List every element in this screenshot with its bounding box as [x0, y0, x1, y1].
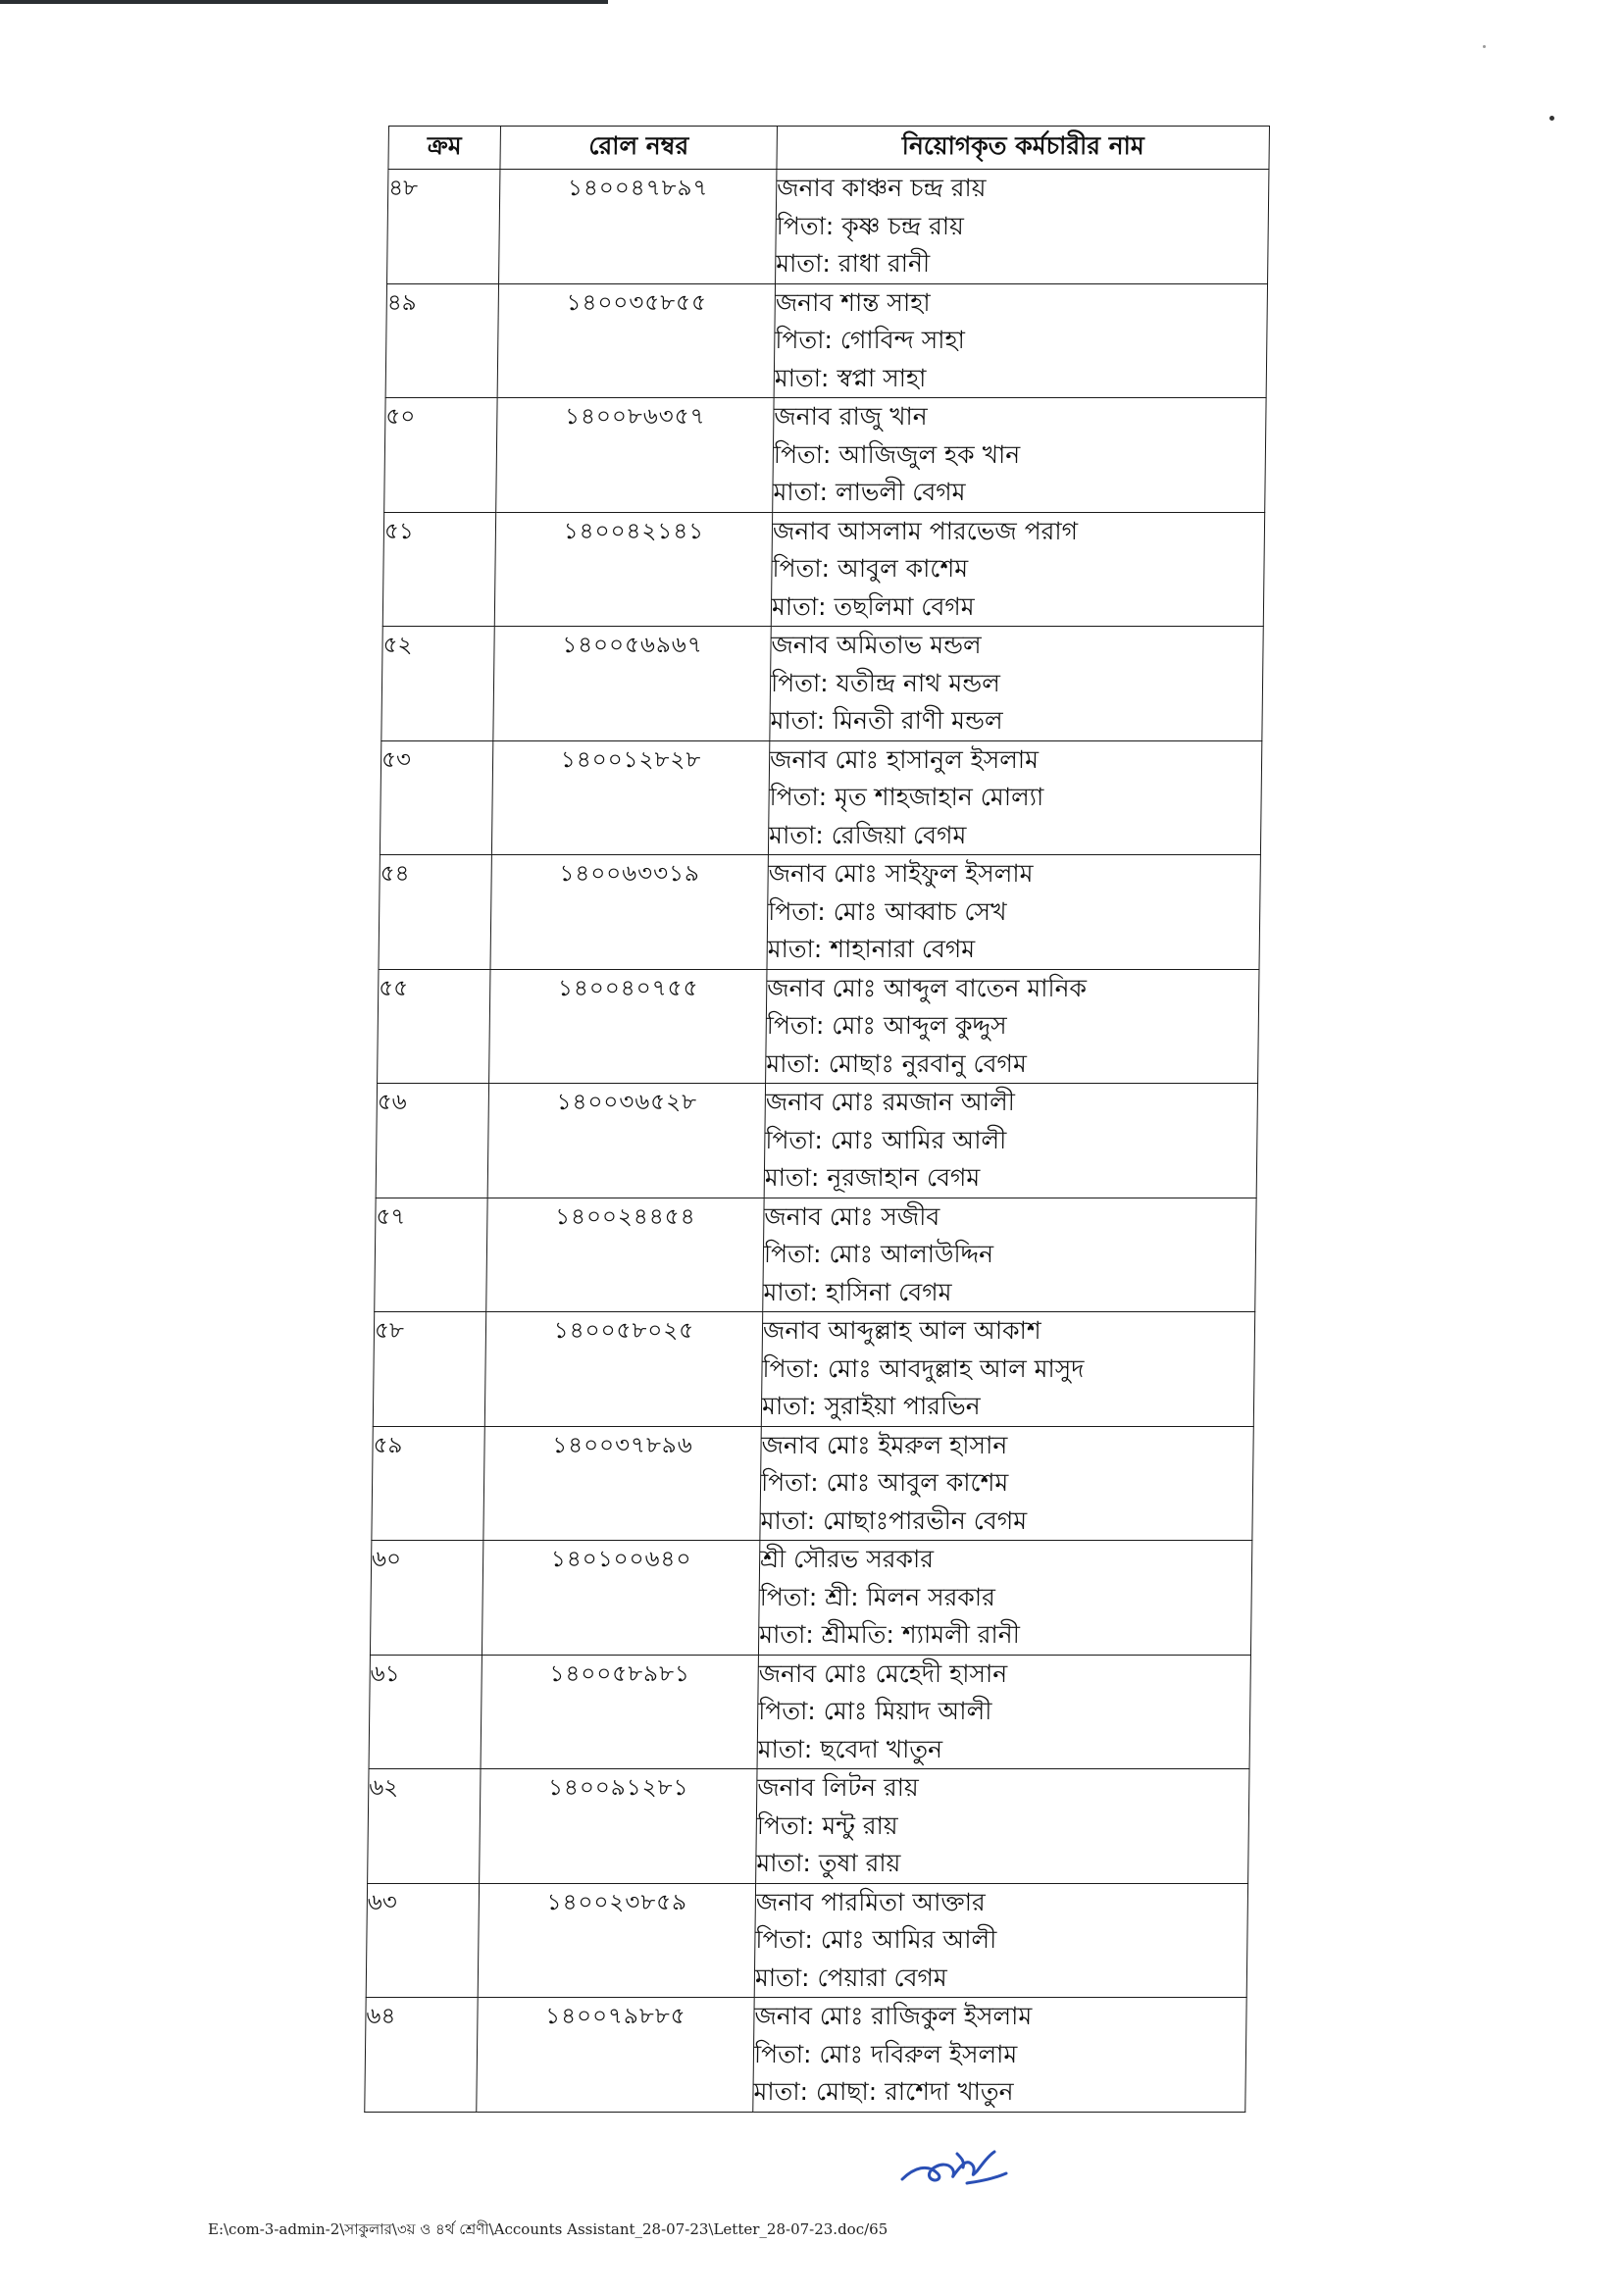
mother-name: মাতা: মোছা: রাশেদা খাতুন [753, 2077, 1014, 2106]
roll-number-cell: ১৪০০৫৬৯৬৭ [493, 627, 771, 741]
father-name: পিতা: মোঃ মিয়াদ আলী [758, 1697, 992, 1725]
serial-cell: ৫০ [384, 398, 497, 513]
appointee-cell [771, 512, 1264, 627]
mother-name: মাতা: রেজিয়া বেগম [768, 820, 967, 849]
serial-cell: ৫৫ [378, 969, 490, 1084]
appointee-cell [754, 1883, 1247, 1998]
father-name: পিতা: মন্টু রায় [756, 1810, 898, 1840]
roll-number-cell: ১৪০০৮৬৩৫৭ [496, 398, 774, 513]
appointee-name: জনাব মোঃ সাইফুল ইসলাম [768, 859, 1034, 888]
serial-cell: ৪৯ [385, 283, 498, 398]
appointee-name: জনাব লিটন রায় [757, 1773, 919, 1802]
appointee-name: জনাব অমিতাভ মন্ডল [771, 631, 982, 659]
header-row [388, 127, 1270, 170]
serial-cell: ৫৭ [375, 1198, 487, 1312]
serial-cell: ৫৬ [376, 1084, 488, 1198]
table-row [378, 969, 1259, 1084]
father-name: পিতা: মোঃ আব্দুল কুদ্দুস [766, 1011, 1007, 1040]
appointee-cell [756, 1769, 1249, 1884]
appointee-cell [761, 1312, 1254, 1427]
table-row [368, 1769, 1249, 1884]
father-name: পিতা: মোঃ আব্বাচ সেখ [768, 896, 1007, 926]
appointee-cell [770, 627, 1263, 741]
father-name: পিতা: মোঃ আমির আলী [765, 1125, 1007, 1154]
serial-cell: ৫৮ [373, 1312, 485, 1427]
roll-number-cell: ১৪০০৯১২৮১ [480, 1769, 757, 1884]
mother-name: মাতা: মোছাঃপারভীন বেগম [760, 1505, 1028, 1535]
roll-header: রোল নম্বর [500, 127, 778, 170]
father-name: পিতা: গোবিন্দ সাহা [775, 326, 966, 354]
serial-cell: ৫৩ [380, 740, 492, 855]
roll-number-cell: ১৪০০৬৩৩১৯ [490, 855, 768, 970]
roll-number-cell: ১৪০০৪৭৮৯৭ [499, 170, 777, 284]
table-row [366, 1883, 1247, 1998]
roll-number-cell: ১৪০০৩৫৮৫৫ [497, 283, 775, 398]
table-row [381, 627, 1263, 741]
father-name: পিতা: মোঃ আবুল কাশেম [760, 1468, 1009, 1497]
appointee-cell [776, 170, 1269, 284]
appointee-cell [766, 969, 1259, 1084]
table-row [385, 283, 1267, 398]
roll-number-cell: ১৪০০৪২১৪১ [494, 512, 772, 627]
serial-cell: ৪৮ [387, 170, 500, 284]
roll-number-cell: ১৪০০১২৮২৮ [491, 740, 769, 855]
signature [898, 2144, 1016, 2191]
table-row [379, 855, 1260, 970]
serial-cell: ৫১ [382, 512, 495, 627]
appointee-name: জনাব পারমিতা আক্তার [755, 1887, 986, 1916]
roll-number-cell: ১৪০০৪০৭৫৫ [489, 969, 767, 1084]
table-body [365, 170, 1269, 2113]
roll-number-cell: ১৪০০৫৮০২৫ [484, 1312, 762, 1427]
mother-name: মাতা: মিনতী রাণী মন্ডল [770, 706, 1003, 735]
appointee-name: শ্রী সৌরভ সরকার [759, 1545, 935, 1573]
appointee-name: জনাব মোঃ সজীব [764, 1201, 940, 1231]
serial-cell: ৫৯ [372, 1426, 484, 1541]
serial-cell: ৬৩ [366, 1883, 479, 1998]
mother-name: মাতা: তছলিমা বেগম [771, 591, 975, 621]
table-row [369, 1655, 1250, 1769]
roll-number-cell: ১৪০০৩৬৫২৮ [487, 1084, 765, 1198]
appointee-cell [760, 1426, 1253, 1541]
appointee-name: জনাব মোঃ হাসানুল ইসলাম [769, 744, 1040, 774]
appointee-name: জনাব কাঞ্চন চন্দ্র রায় [777, 174, 987, 202]
serial-cell: ৬৪ [365, 1998, 478, 2113]
mother-name: মাতা: হাসিনা বেগম [763, 1277, 952, 1306]
mother-name: মাতা: তুষা রায় [756, 1849, 901, 1877]
appointee-name: জনাব রাজু খান [774, 402, 928, 431]
father-name: পিতা: আজিজুল হক খান [773, 439, 1021, 469]
serial-cell: ৫২ [381, 627, 494, 741]
appointee-cell [767, 855, 1260, 970]
table-row [382, 512, 1264, 627]
table-row [370, 1541, 1251, 1656]
father-name: পিতা: কৃষ্ণ চন্দ্র রায় [776, 211, 964, 240]
appointee-cell [768, 740, 1261, 855]
roll-number-cell: ১৪০১০০৬৪০ [482, 1541, 759, 1656]
appointee-cell [757, 1655, 1250, 1769]
mother-name: মাতা: সুরাইয়া পারভিন [761, 1392, 981, 1420]
father-name: পিতা: শ্রী: মিলন সরকার [759, 1582, 996, 1611]
roll-number-cell: ১৪০০৩৭৮৯৬ [483, 1426, 761, 1541]
appointee-name: জনাব আব্দুল্লাহ আল আকাশ [762, 1316, 1041, 1345]
scan-speck [1549, 116, 1554, 121]
mother-name: মাতা: ছবেদা খাতুন [757, 1734, 943, 1763]
name-header: নিয়োগকৃত কর্মচারীর নাম [777, 127, 1270, 170]
roll-number-cell: ১৪০০৭৯৮৮৫ [477, 1998, 754, 2113]
table-row [372, 1426, 1253, 1541]
appointee-cell [758, 1541, 1251, 1656]
father-name: পিতা: যতীন্দ্র নাথ মন্ডল [770, 668, 1001, 697]
scan-speck [1483, 45, 1486, 48]
appointee-cell [774, 283, 1267, 398]
mother-name: মাতা: শাহানারা বেগম [767, 935, 976, 963]
father-name: পিতা: আবুল কাশেম [772, 554, 969, 583]
serial-cell: ৬২ [368, 1769, 481, 1884]
father-name: পিতা: মোঃ আবদুল্লাহ আল মাসুদ [762, 1353, 1085, 1383]
table-row [376, 1084, 1257, 1198]
mother-name: মাতা: লাভলী বেগম [773, 478, 966, 506]
father-name: পিতা: মোঃ দবিরুল ইসলাম [753, 2039, 1018, 2068]
mother-name: মাতা: শ্রীমতি: শ্যামলী রানী [759, 1620, 1021, 1649]
document-file-path: E:\com-3-admin-2\সাকুলার\৩য় ও ৪র্থ শ্রেণী\Accounts Assistant_28-07-23\Letter_28-07-23.doc/65 [208, 2220, 888, 2238]
appointee-name: জনাব মোঃ রাজিকুল ইসলাম [754, 2002, 1033, 2030]
appointee-cell [763, 1198, 1256, 1312]
appointee-name: জনাব শান্ত সাহা [775, 287, 931, 317]
table-row [380, 740, 1261, 855]
father-name: পিতা: মোঃ আলাউদ্দিন [763, 1240, 994, 1268]
roll-number-cell: ১৪০০২৪৪৫৪ [486, 1198, 764, 1312]
mother-name: মাতা: নূরজাহান বেগম [764, 1163, 981, 1192]
table-row [384, 398, 1266, 513]
appointee-name: জনাব মোঃ ইমরুল হাসান [761, 1430, 1008, 1459]
table-row [365, 1998, 1246, 2113]
serial-cell: ৫৪ [379, 855, 491, 970]
table-row [375, 1198, 1256, 1312]
serial-header: ক্রম [388, 127, 501, 170]
appointee-cell [764, 1084, 1257, 1198]
mother-name: মাতা: মোছাঃ নুরবানু বেগম [766, 1048, 1027, 1078]
appointee-name: জনাব মোঃ মেহেদী হাসান [758, 1658, 1008, 1688]
appointee-name: জনাব আসলাম পারভেজ পরাগ [772, 516, 1079, 545]
mother-name: মাতা: স্বপ্না সাহা [774, 363, 927, 392]
scan-edge [0, 0, 608, 4]
appointee-name: জনাব মোঃ আব্দুল বাতেন মানিক [767, 973, 1088, 1002]
father-name: পিতা: মৃত শাহজাহান মোল্যা [769, 783, 1044, 811]
appointee-table [364, 126, 1270, 2113]
serial-cell: ৬০ [370, 1541, 482, 1656]
roll-number-cell: ১৪০০৫৮৯৮১ [481, 1655, 758, 1769]
serial-cell: ৬১ [369, 1655, 482, 1769]
table-row [373, 1312, 1254, 1427]
mother-name: মাতা: রাধা রানী [776, 249, 931, 278]
father-name: পিতা: মোঃ আমির আলী [755, 1925, 997, 1954]
mother-name: মাতা: পেয়ারা বেগম [754, 1963, 947, 1992]
appointee-cell [753, 1998, 1246, 2113]
roll-number-cell: ১৪০০২৩৮৫৯ [478, 1883, 755, 1998]
appointee-name: জনাব মোঃ রমজান আলী [765, 1088, 1016, 1116]
appointee-cell [773, 398, 1266, 513]
table-row [387, 170, 1269, 284]
